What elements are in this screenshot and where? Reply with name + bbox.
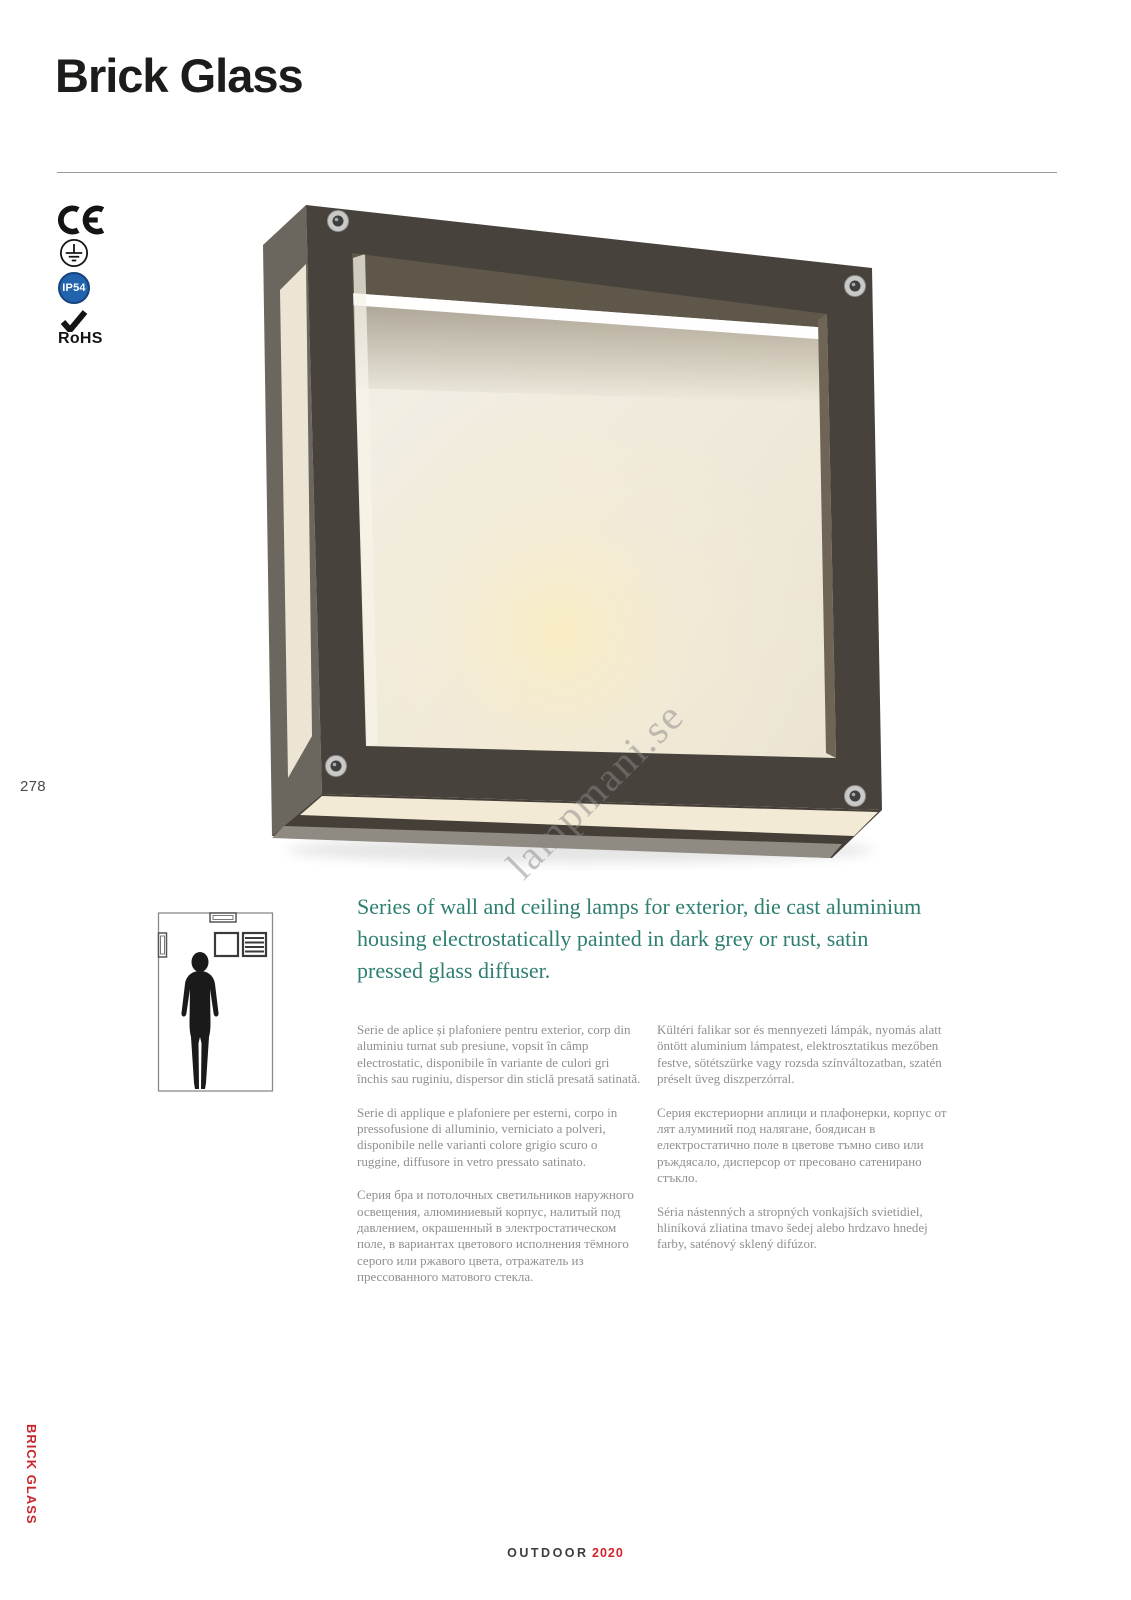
watermark: lampmani.se bbox=[497, 692, 693, 888]
description-hu: Kültéri falikar sor és mennyezeti lámpák, nyomás alatt öntött aluminium lámpatest, elektrosztatikus mezőben festve, sötétszürke vagy rozsda színváltozatban, szatén préselt üveg diszperzórral. bbox=[657, 1022, 942, 1087]
footer-catalog-name: OUTDOOR bbox=[507, 1546, 589, 1560]
installation-diagram bbox=[152, 894, 276, 1094]
ip54-badge bbox=[58, 272, 90, 304]
description-column-right bbox=[657, 1022, 949, 1270]
description-ro: Serie de aplice și plafoniere pentru exterior, corp din aluminiu turnat sub presiune, vopsit în câmp electrostatic, disponibile în variante de culori gri închis sau ruginiu, dispersor din sticlă presată satinată. bbox=[357, 1022, 641, 1087]
product-description-en: Series of wall and ceiling lamps for exterior, die cast aluminium housing electrostatically painted in dark grey or rust, satin pressed glass diffuser. bbox=[357, 894, 922, 983]
rohs-label: RoHS bbox=[58, 330, 103, 347]
product-photo bbox=[250, 188, 895, 878]
description-bg: Серия екстериорни аплици и плафонерки, корпус от лят алуминий под налягане, боядисан в електростатично поле в цветове тъмно сиво или ръждясало, дисперсор от пресовано сатенирано стъкло. bbox=[657, 1104, 947, 1186]
description-column-left bbox=[357, 1022, 641, 1303]
page-number: 278 bbox=[20, 778, 46, 795]
description-it: Serie di applique e plafoniere per esterni, corpo in pressofusione di alluminio, verniciato a polveri, disponibile nelle varianti colore grigio scuro o ruggine, diffusore in vetro pressato satinato. bbox=[357, 1104, 618, 1169]
ip54-label: IP54 bbox=[62, 282, 86, 294]
screw-top-right bbox=[845, 276, 866, 297]
wall-lamp-icon bbox=[159, 933, 167, 957]
screw-top-left bbox=[328, 211, 349, 232]
screw-bottom-left bbox=[326, 756, 347, 777]
person-silhouette bbox=[181, 952, 218, 1089]
ceiling-lamp-icon bbox=[210, 913, 236, 922]
page-title: Brick Glass bbox=[55, 49, 303, 102]
header-divider bbox=[57, 172, 1057, 173]
grounding-class-icon bbox=[59, 238, 89, 268]
lamp-grill-icon bbox=[243, 933, 266, 956]
ce-mark-icon bbox=[57, 203, 105, 237]
description-ru: Серия бра и потолочных светильников наружного освещения, алюминиевый корпус, налитый под давлением, окрашенный в электростатическом поле, в вариантах цветового исполнения тёмного серого или ржавого цвета, отражатель из прессованного матового стекла. bbox=[357, 1187, 634, 1285]
screw-bottom-right bbox=[845, 786, 866, 807]
lamp-front-icon bbox=[215, 933, 238, 956]
checkmark-icon bbox=[60, 310, 88, 332]
description-sk: Séria nástenných a stropných vonkajších svietidiel, hliníková zliatina tmavo šedej alebo hrdzavo hnedej farby, saténový sklený difúzor. bbox=[657, 1203, 928, 1252]
footer-year: 2020 bbox=[592, 1546, 624, 1560]
series-side-label: BRICK GLASS bbox=[24, 1424, 39, 1525]
rohs-badge bbox=[56, 310, 126, 352]
footer bbox=[0, 1546, 1131, 1560]
